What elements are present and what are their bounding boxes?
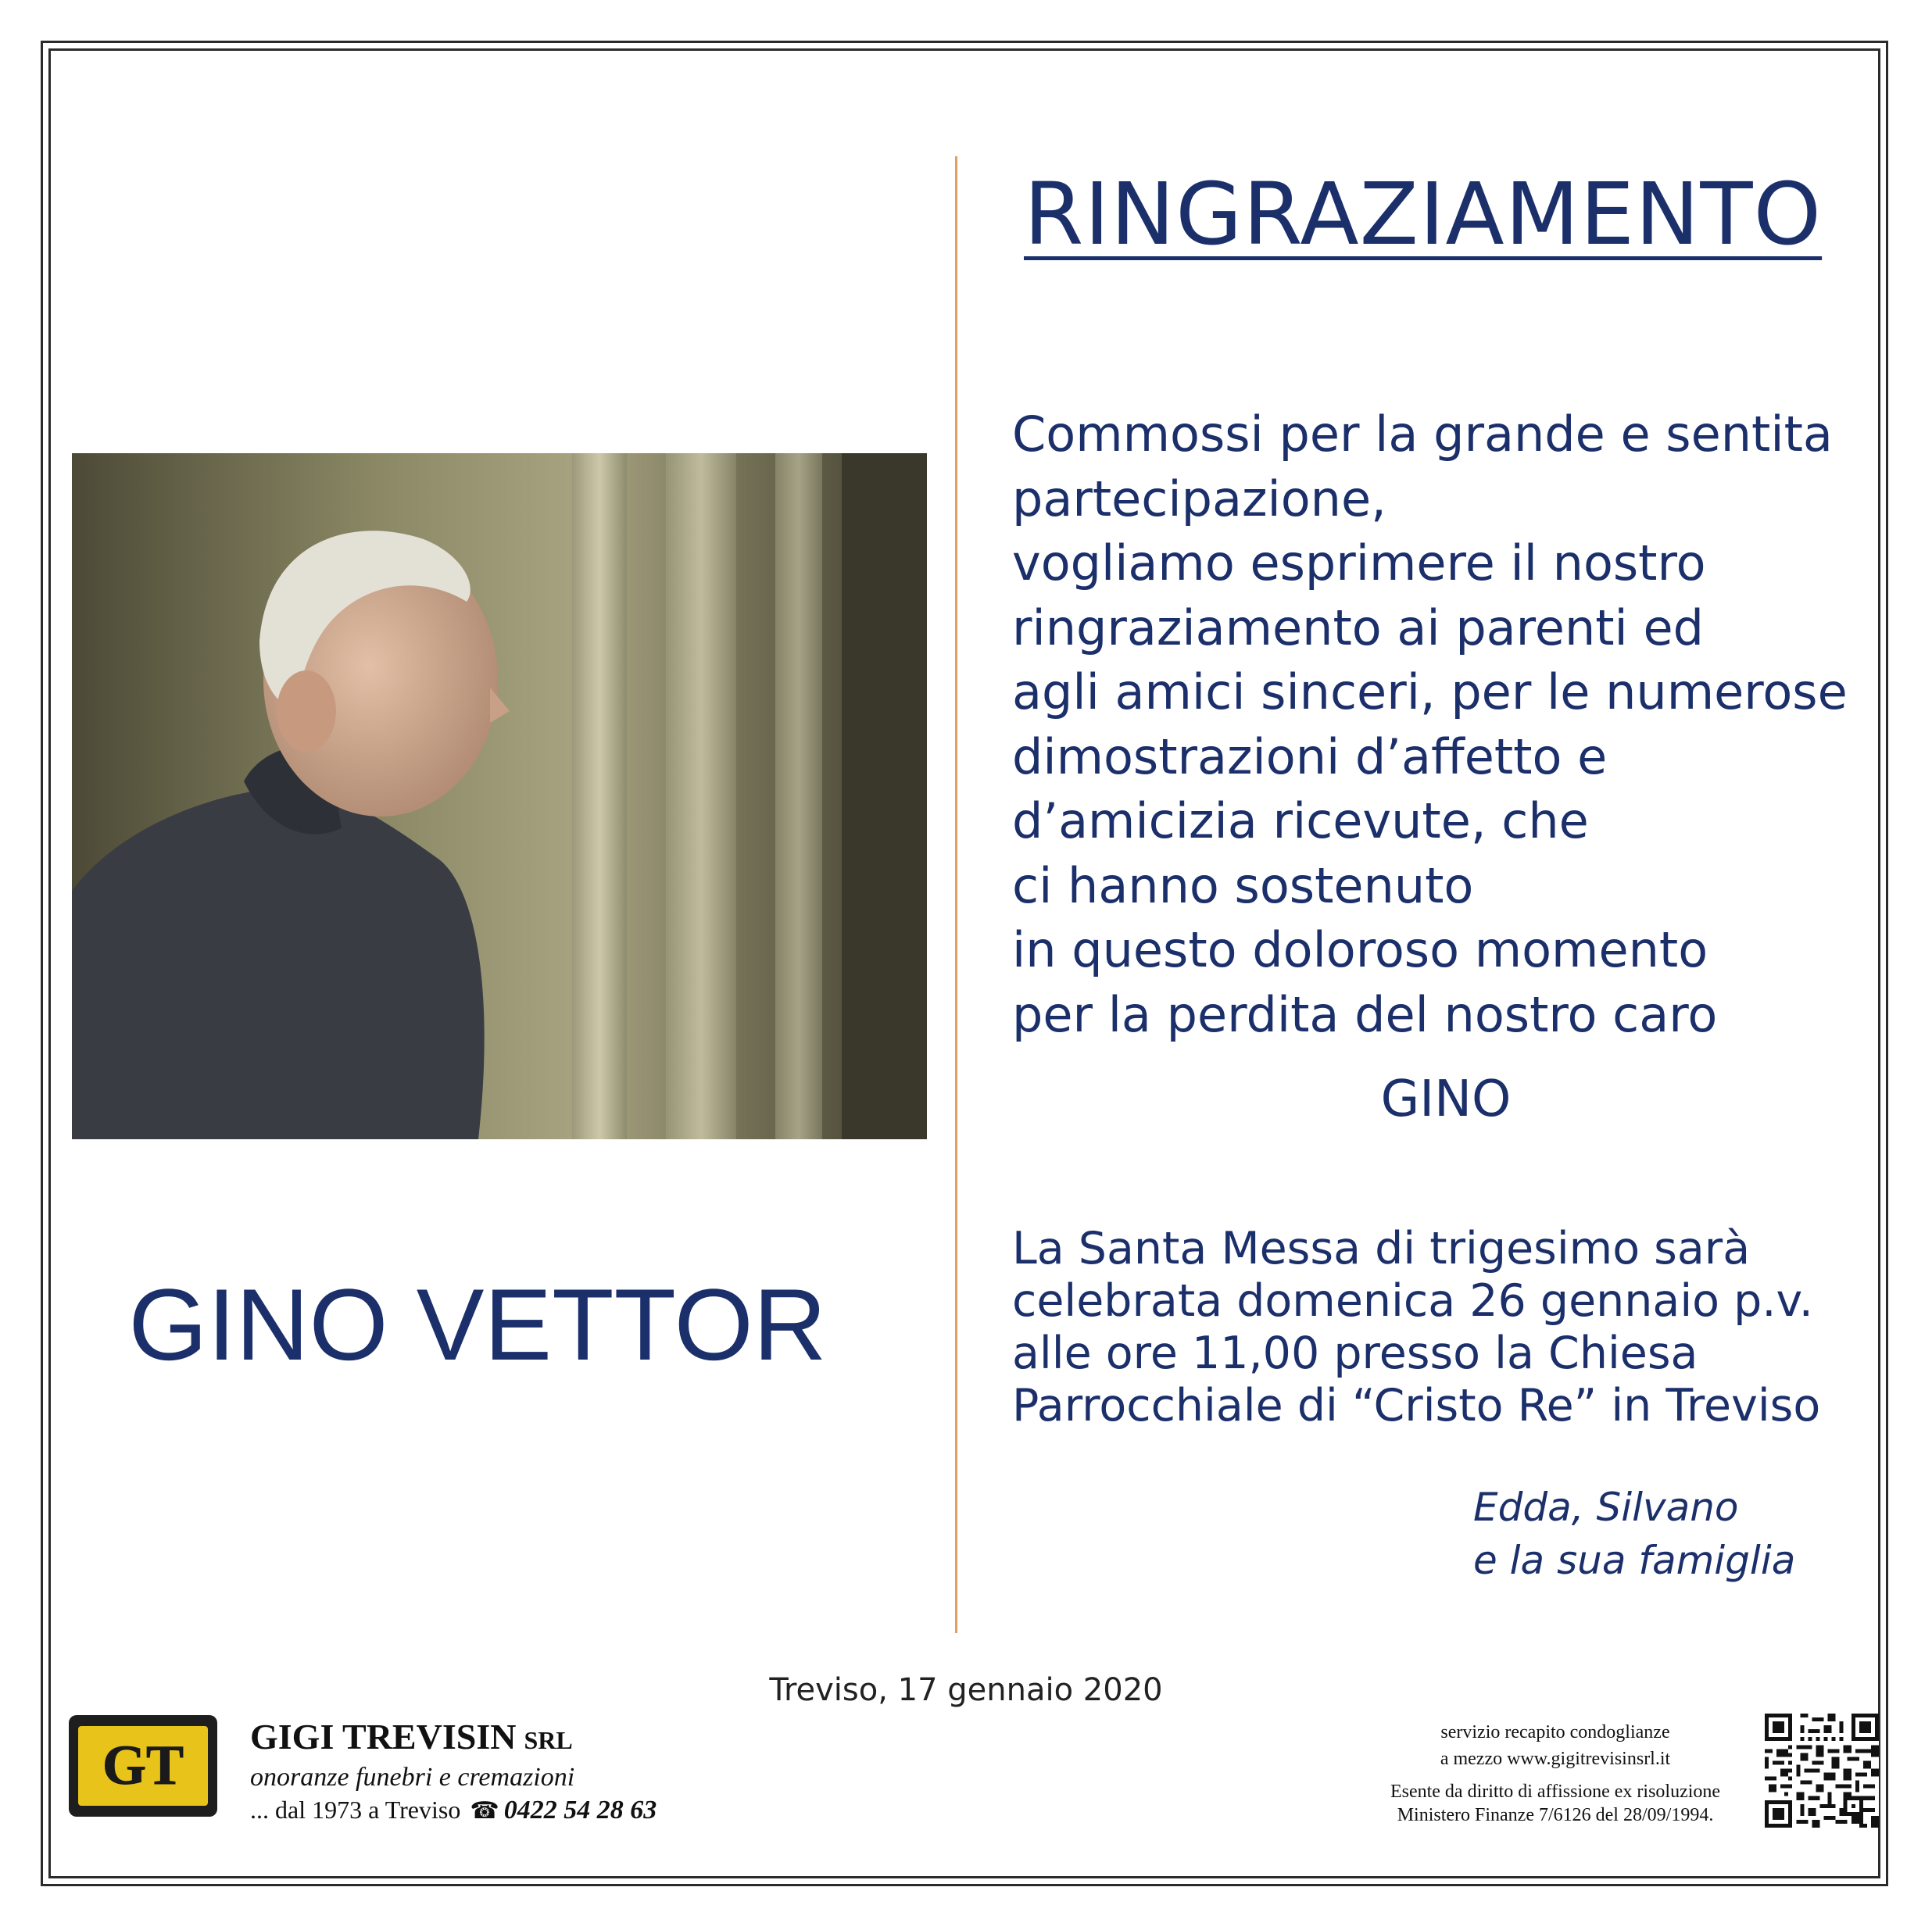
family-signature xyxy=(1473,1481,1795,1587)
signature-line: e la sua famiglia xyxy=(1473,1538,1796,1583)
mass-line: alle ore 11,00 presso la Chiesa xyxy=(1012,1328,1698,1379)
message-line: per la perdita del nostro caro xyxy=(1012,985,1718,1043)
signature-line: Edda, Silvano xyxy=(1473,1485,1739,1530)
deceased-photo xyxy=(72,453,927,1139)
service-line: a mezzo www.gigitrevisinsrl.it xyxy=(1440,1749,1671,1769)
logo-lettering: GT xyxy=(102,1734,184,1796)
condolence-service xyxy=(1352,1719,1758,1772)
company-name xyxy=(250,1716,573,1757)
qr-code[interactable] xyxy=(1765,1714,1879,1828)
message-line: ringraziamento ai parenti ed xyxy=(1012,599,1704,656)
tax-exemption-note xyxy=(1352,1780,1758,1827)
vertical-divider xyxy=(955,156,957,1633)
phone-number: 0422 54 28 63 xyxy=(503,1796,657,1825)
mass-announcement xyxy=(1012,1223,1820,1432)
company-name-text: GIGI TREVISIN xyxy=(250,1717,517,1757)
mass-line: Parrocchiale di “Cristo Re” in Treviso xyxy=(1012,1380,1821,1431)
message-line: vogliamo esprimere il nostro xyxy=(1012,534,1706,592)
message-line: in questo doloroso momento xyxy=(1012,921,1708,978)
message-line: partecipazione, xyxy=(1012,470,1386,527)
company-logo xyxy=(69,1715,217,1817)
message-line: d’amicizia ricevute, che xyxy=(1012,792,1589,849)
company-suffix: SRL xyxy=(524,1726,573,1754)
company-since xyxy=(250,1796,657,1825)
message-line: Commossi per la grande e sentita xyxy=(1012,406,1833,463)
message-line: agli amici sinceri, per le numerose xyxy=(1012,663,1848,720)
deceased-name: GINO VETTOR xyxy=(128,1267,827,1381)
deceased-first-name: GINO xyxy=(1380,1070,1512,1128)
thank-you-message xyxy=(1012,402,1848,1047)
message-line: dimostrazioni d’affetto e xyxy=(1012,727,1608,785)
since-text: ... dal 1973 a Treviso xyxy=(250,1796,461,1824)
publication-date: Treviso, 17 gennaio 2020 xyxy=(769,1672,1163,1708)
mass-line: celebrata domenica 26 gennaio p.v. xyxy=(1012,1275,1813,1327)
telephone-icon: ☎ xyxy=(470,1798,499,1824)
service-line: servizio recapito condoglianze xyxy=(1440,1722,1670,1742)
company-tagline: onoranze funebri e cremazioni xyxy=(250,1763,575,1792)
page-title: RINGRAZIAMENTO xyxy=(1024,164,1823,264)
exempt-line: Esente da diritto di affissione ex risoluzione xyxy=(1390,1782,1721,1802)
message-line: ci hanno sostenuto xyxy=(1012,856,1474,914)
exempt-line: Ministero Finanze 7/6126 del 28/09/1994. xyxy=(1397,1805,1714,1825)
mass-line: La Santa Messa di trigesimo sarà xyxy=(1012,1223,1751,1274)
